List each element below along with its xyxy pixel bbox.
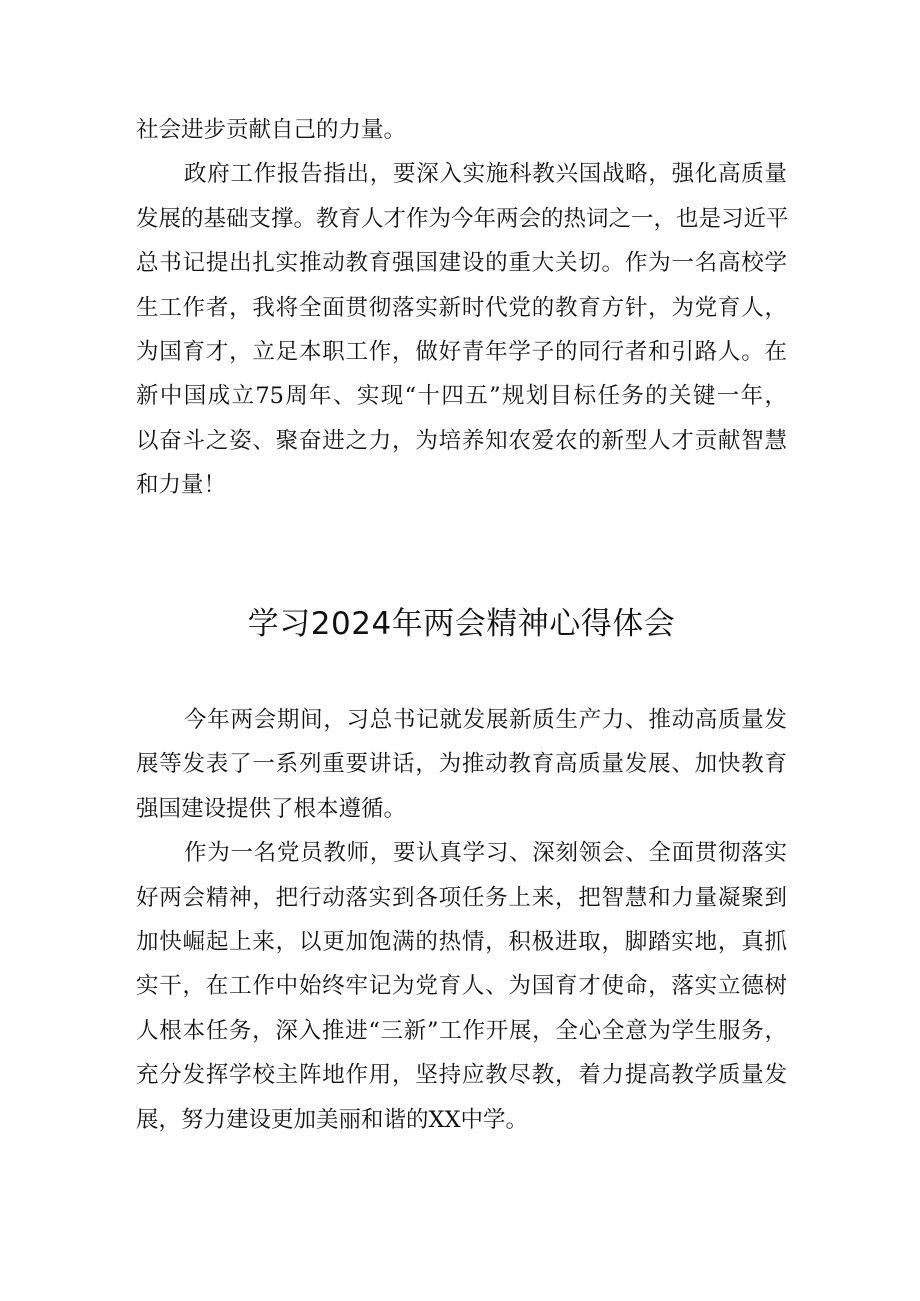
text-line: 作为一名党员教师，要认真学习、深刻领会、全面贯彻落实 bbox=[184, 840, 787, 867]
paragraph-teacher bbox=[136, 831, 787, 1142]
text-line: 和力量！ bbox=[136, 472, 227, 499]
text-line: 强国建设提供了根本遵循。 bbox=[136, 795, 407, 822]
text-line: 新中国成立75周年、实现“十四五”规划目标任务的关键一年， bbox=[136, 383, 787, 410]
document-page bbox=[136, 108, 789, 1133]
text-line: 好两会精神，把行动落实到各项任务上来，把智慧和力量凝聚到 bbox=[136, 884, 787, 911]
text-line: 实干，在工作中始终牢记为党育人、为国育才使命，落实立德树 bbox=[136, 973, 787, 1000]
paragraph-meeting bbox=[136, 698, 787, 831]
text-line: 今年两会期间，习总书记就发展新质生产力、推动高质量发 bbox=[184, 707, 787, 733]
paragraph-government-report bbox=[136, 152, 787, 507]
text-line: 充分发挥学校主阵地作用，坚持应教尽教，着力提高教学质量发 bbox=[136, 1062, 787, 1089]
intro-fragment bbox=[136, 108, 787, 152]
text-line: 展等发表了一系列重要讲话，为推动教育高质量发展、加快教育 bbox=[136, 751, 787, 778]
section-title: 学习2024年两会精神心得体会 bbox=[247, 606, 676, 642]
section-body bbox=[136, 698, 787, 1142]
text-line: 发展的基础支撑。教育人才作为今年两会的热词之一，也是习近平 bbox=[136, 205, 789, 232]
text-line: 以奋斗之姿、聚奋进之力，为培养知农爱农的新型人才贡献智慧 bbox=[136, 427, 787, 454]
text-line: 社会进步贡献自己的力量。 bbox=[136, 117, 407, 143]
text-line: 展，努力建设更加美丽和谐的XX中学。 bbox=[136, 1106, 529, 1133]
text-line: 政府工作报告指出，要深入实施科教兴国战略，强化高质量 bbox=[184, 161, 787, 188]
text-line: 总书记提出扎实推动教育强国建设的重大关切。作为一名高校学 bbox=[136, 250, 787, 277]
text-line: 加快崛起上来，以更加饱满的热情，积极进取，脚踏实地，真抓 bbox=[136, 928, 787, 955]
text-line: 为国育才，立足本职工作，做好青年学子的同行者和引路人。在 bbox=[136, 338, 787, 365]
text-line: 生工作者，我将全面贯彻落实新时代党的教育方针，为党育人， bbox=[136, 294, 787, 321]
text-line: 人根本任务，深入推进“三新”工作开展，全心全意为学生服务， bbox=[136, 1017, 787, 1044]
